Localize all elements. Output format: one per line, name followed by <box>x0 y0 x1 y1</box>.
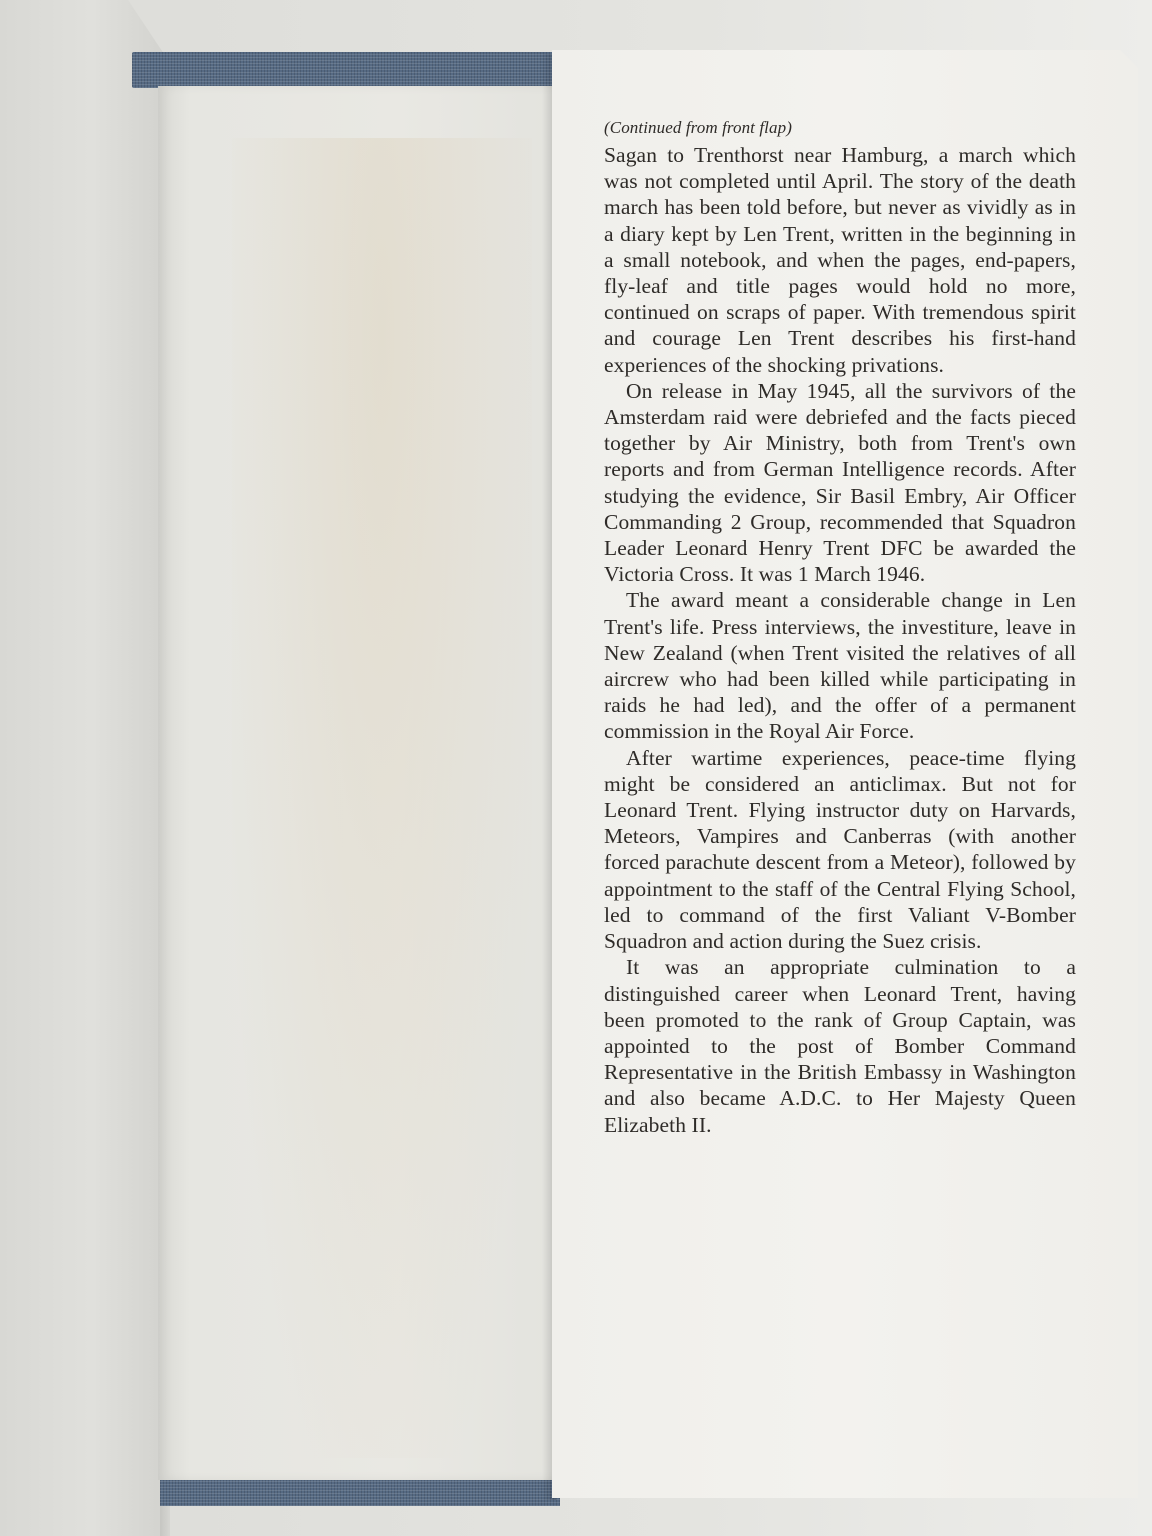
flap-paragraph-3: The award meant a considerable change in Len Trent's life. Press interviews, the investiture, leave in New Zealand (when Trent visited the relatives of all aircrew who had been killed while participating in raids he had led), and the offer of a permanent commission in the Royal Air Force. <box>604 588 1076 744</box>
flap-paragraph-4: After wartime experiences, peace-time flying might be considered an anticlimax. But not for Leonard Trent. Flying instructor duty on Harvards, Meteors, Vampires and Canberras (with another forced parachute descent from a Meteor), followed by appointment to the staff of the Central Flying School, led to command of the first Valiant V-Bomber Squadron and action during the Suez crisis. <box>604 745 1076 954</box>
continued-note: (Continued from front flap) <box>604 118 792 137</box>
cloth-board-bottom <box>160 1478 560 1506</box>
flap-paragraph-5: It was an appropriate culmination to a distinguished career when Leonard Trent, having been promoted to the rank of Group Captain, was appointed to the post of Bomber Command Representative in the British Embassy in Washington and also became A.D.C. to Her Majesty Queen Elizabeth II. <box>604 955 1076 1137</box>
cloth-board-top <box>132 52 572 88</box>
flap-paragraph-1: Sagan to Trenthorst near Hamburg, a march which was not completed until April. The story of the death march has been told before, but never as vividly as in a diary kept by Len Trent, written in the beginning in a small notebook, and when the pages, end-papers, fly-leaf and title pages would hold no more, continued on scraps of paper. With tremendous spirit and courage Len Trent describes his first-hand experiences of the shocking privations. <box>604 143 1076 377</box>
flap-paragraph-2: On release in May 1945, all the survivors of the Amsterdam raid were debriefed and the facts pieced together by Air Ministry, both from Trent's own reports and from German Intelligence records. After studying the evidence, Sir Basil Embry, Air Officer Commanding 2 Group, recommended that Squadron Leader Leonard Henry Trent DFC be awarded the Victoria Cross. It was 1 March 1946. <box>604 378 1076 587</box>
left-page <box>0 0 168 1536</box>
flap-text <box>604 116 1076 1138</box>
endpaper-foxing <box>232 138 532 1458</box>
